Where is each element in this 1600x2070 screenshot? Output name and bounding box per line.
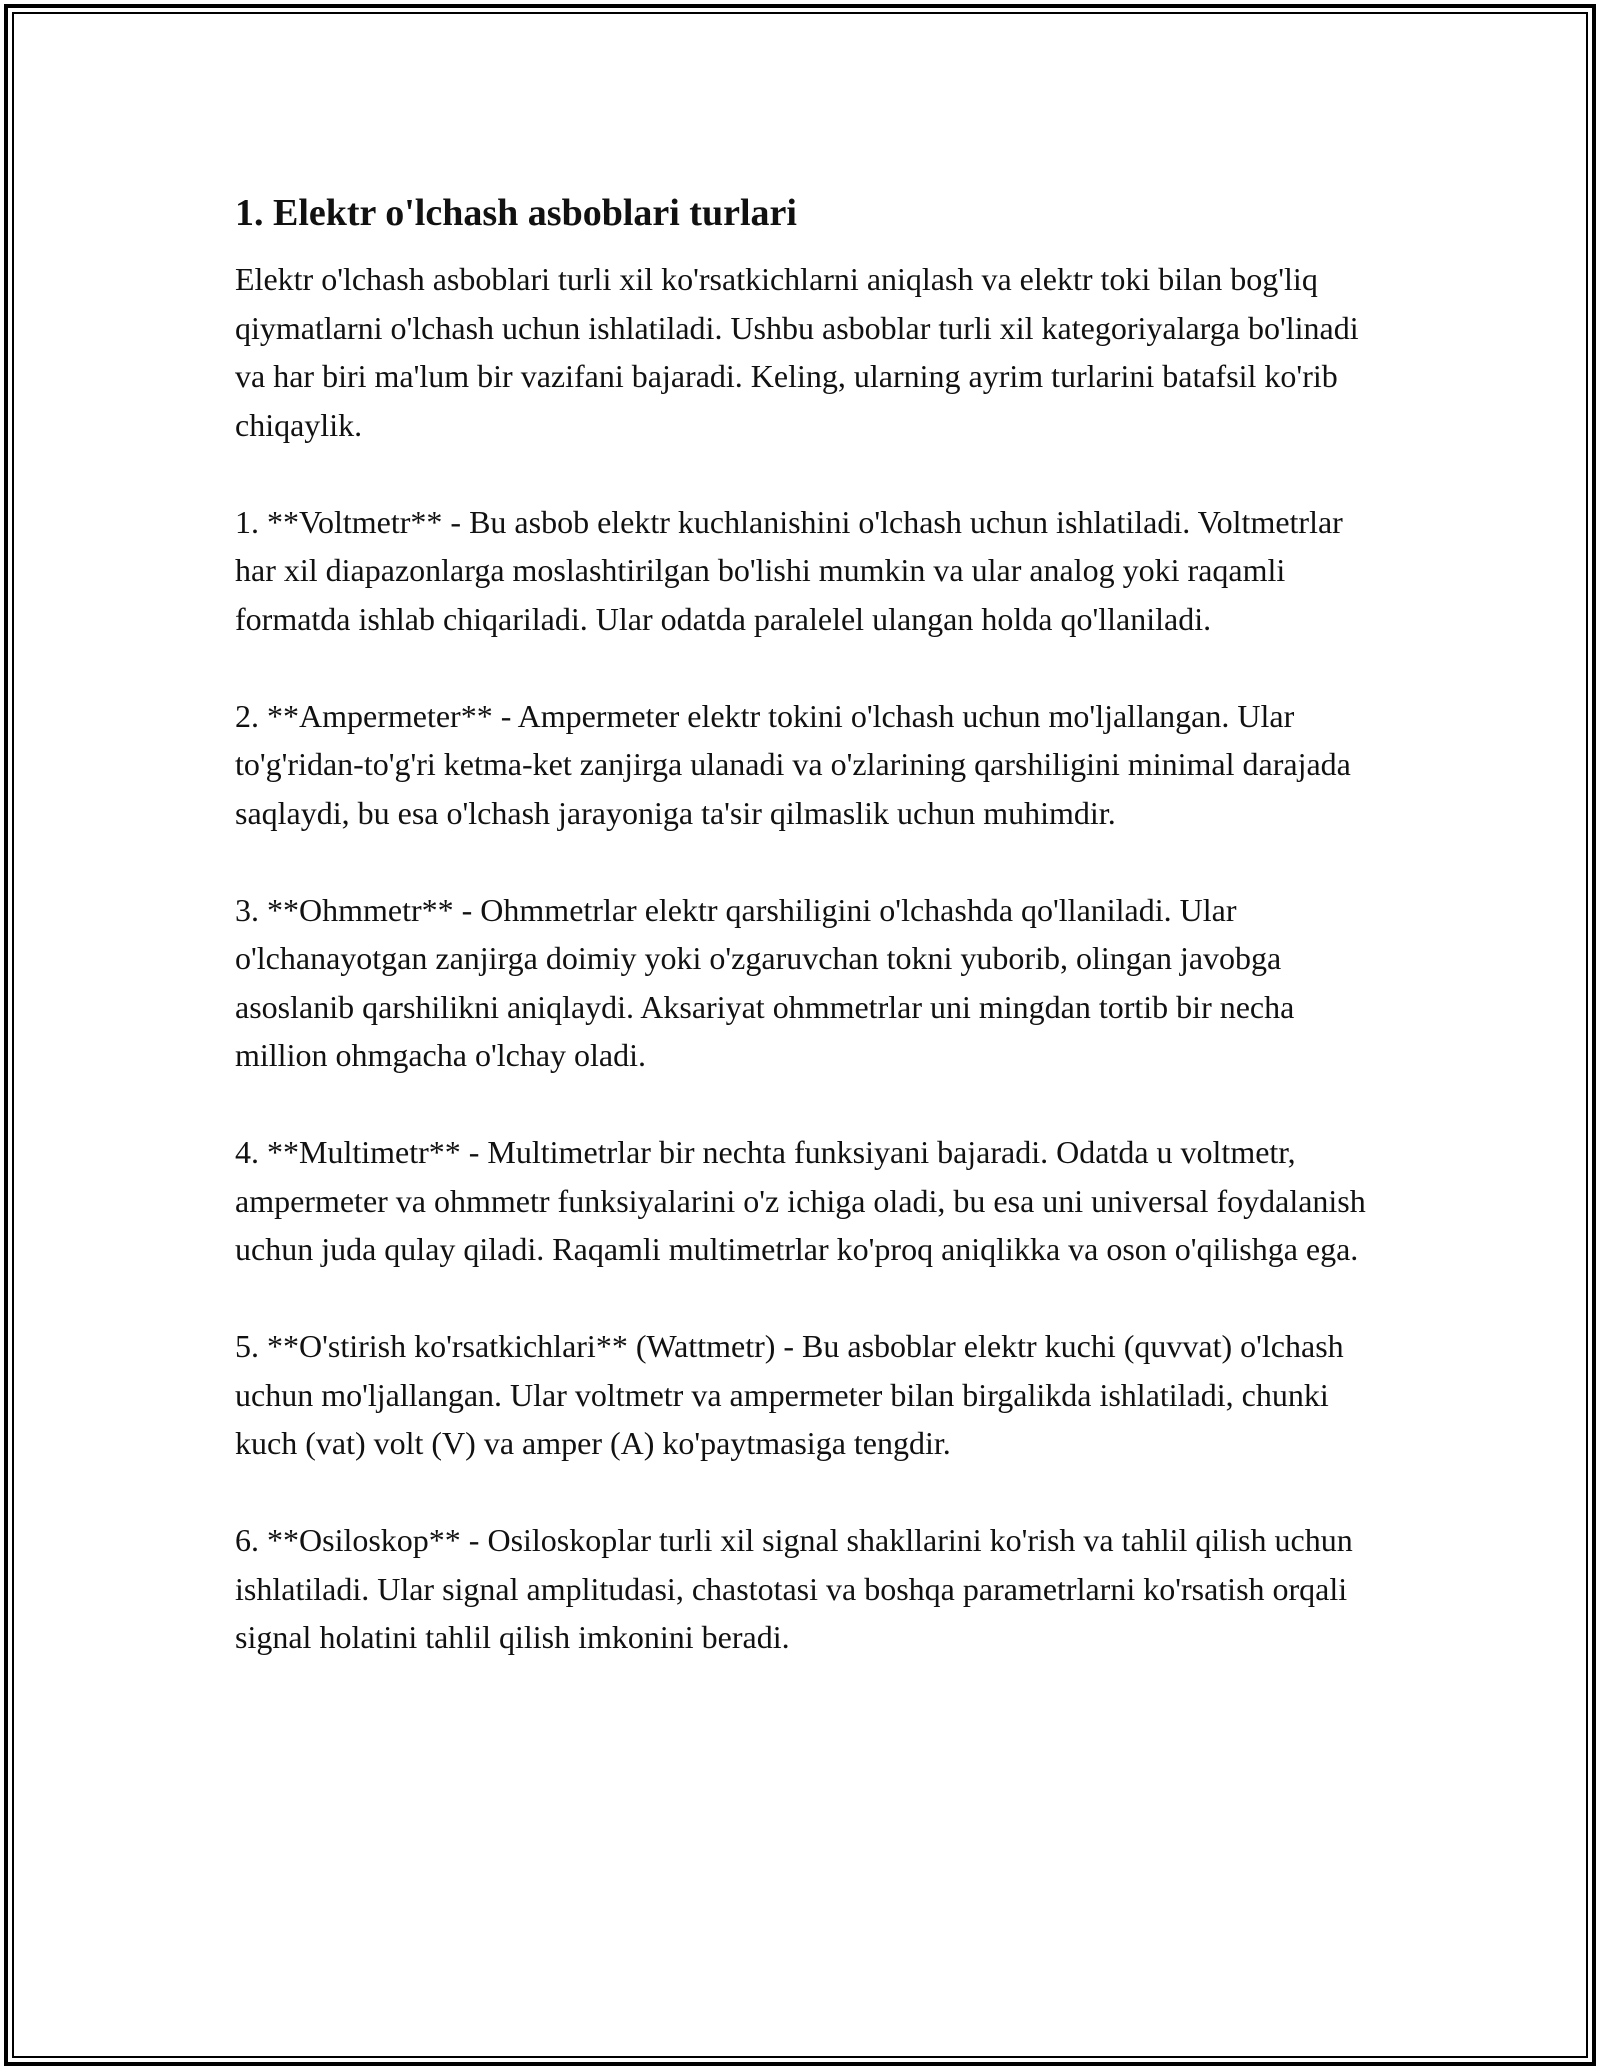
osiloskop-paragraph: 6. **Osiloskop** - Osiloskoplar turli xil signal shakllarini ko'rish va tahlil qilish uchun ishlatiladi. Ular signal amplitudasi, chastotasi va boshqa parametrlarni ko'rsatish orqali signal holatini tahlil qilish imkonini beradi. (235, 1522, 1353, 1655)
section-heading: 1. Elektr o'lchash asboblari turlari (235, 192, 797, 234)
voltmetr-paragraph: 1. **Voltmetr** - Bu asbob elektr kuchlanishini o'lchash uchun ishlatiladi. Voltmetrlar har xil diapazonlarga moslashtirilgan bo'lishi mumkin va ular analog yoki raqamli formatda ishlab chiqariladi. Ular odatda paralelel ulangan holda qo'llaniladi. (235, 503, 1343, 637)
document-body (235, 185, 1385, 1710)
ohmmetr-paragraph: 3. **Ohmmetr** - Ohmmetrlar elektr qarshiligini o'lchashda qo'llaniladi. Ular o'lchanayotgan zanjirga doimiy yoki o'zgaruvchan tokni yuborib, olingan javobga asoslanib qarshilikni aniqlaydi. Aksariyat ohmmetrlar uni mingdan tortib bir necha million ohmgacha o'lchay oladi. (235, 891, 1295, 1073)
intro-paragraph: Elektr o'lchash asboblari turli xil ko'rsatkichlarni aniqlash va elektr toki bilan bog'liq qiymatlarni o'lchash uchun ishlatiladi. Ushbu asboblar turli xil kategoriyalarga bo'linadi va har biri ma'lum bir vazifani bajaradi. Keling, ularning ayrim turlarini batafsil ko'rib chiqaylik. (235, 261, 1359, 443)
multimetr-paragraph: 4. **Multimetr** - Multimetrlar bir nechta funksiyani bajaradi. Odatda u voltmetr, ampermeter va ohmmetr funksiyalarini o'z ichiga oladi, bu esa uni universal foydalanish uchun juda qulay qiladi. Raqamli multimetrlar ko'proq aniqlikka va oson o'qilishga ega. (235, 1134, 1366, 1267)
wattmetr-paragraph: 5. **O'stirish ko'rsatkichlari** (Wattmetr) - Bu asboblar elektr kuchi (quvvat) o'lchash uchun mo'ljallangan. Ular voltmetr va ampermeter bilan birgalikda ishlatiladi, chunki kuch (vat) volt (V) va amper (A) ko'paytmasiga tengdir. (235, 1328, 1344, 1461)
ampermeter-paragraph: 2. **Ampermeter** - Ampermeter elektr tokini o'lchash uchun mo'ljallangan. Ular to'g'ridan-to'g'ri ketma-ket zanjirga ulanadi va o'zlarining qarshiligini minimal darajada saqlaydi, bu esa o'lchash jarayoniga ta'sir qilmaslik uchun muhimdir. (235, 697, 1351, 831)
